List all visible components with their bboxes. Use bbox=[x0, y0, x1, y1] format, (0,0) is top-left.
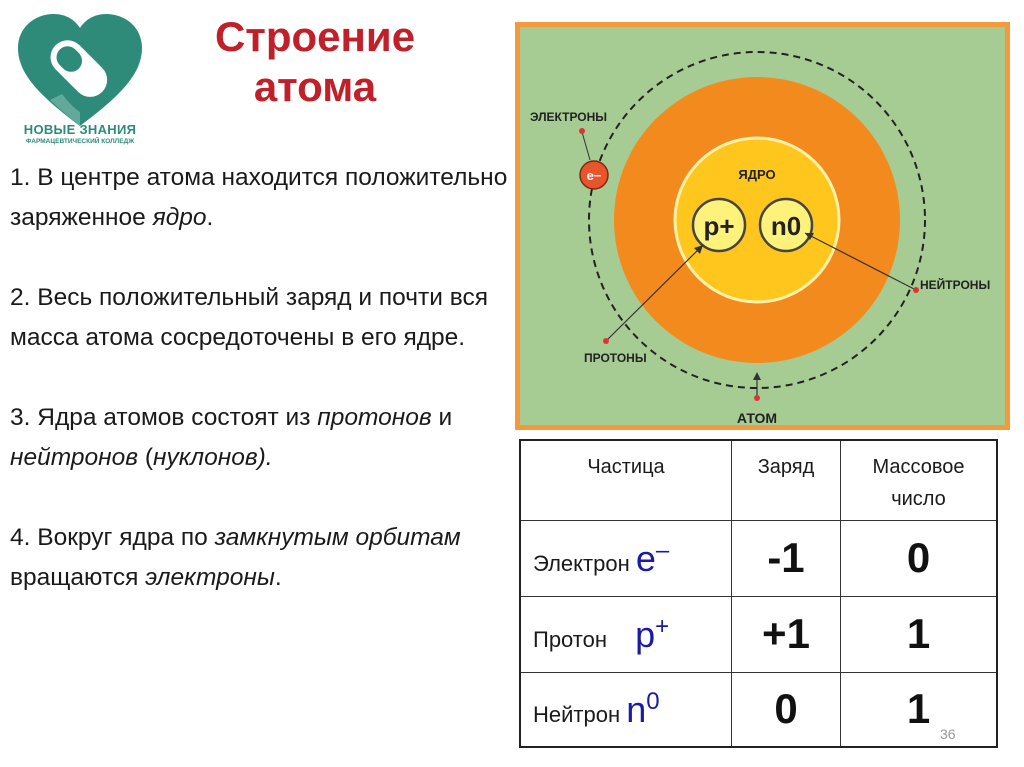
point-4 bbox=[10, 518, 510, 598]
table-row bbox=[520, 520, 997, 596]
point-2 bbox=[10, 278, 510, 358]
mass-cell: 0 bbox=[841, 520, 998, 596]
point-text: В центре атома находится положительно заряженное bbox=[10, 164, 508, 231]
point-emphasis: электроны bbox=[145, 564, 275, 591]
header-charge: Заряд bbox=[732, 440, 841, 520]
charge-cell: -1 bbox=[732, 520, 841, 596]
page-title bbox=[160, 12, 470, 112]
particle-name-cell bbox=[520, 520, 732, 596]
particle-symbol-sup: + bbox=[655, 612, 670, 640]
point-number: 3. bbox=[10, 404, 31, 431]
particle-name: Электрон bbox=[533, 550, 630, 576]
neutron-symbol: n0 bbox=[770, 211, 802, 241]
atom-arrowhead bbox=[753, 372, 761, 380]
proton-symbol: p+ bbox=[703, 211, 735, 241]
header-mass-number bbox=[841, 440, 998, 520]
atom-diagram-svg bbox=[520, 27, 1005, 425]
table-row bbox=[520, 672, 997, 747]
particle-name: Нейтрон bbox=[533, 701, 621, 727]
electrons-pointer-dot bbox=[579, 128, 585, 134]
charge-cell: 0 bbox=[732, 672, 841, 747]
electron-symbol: e− bbox=[586, 168, 602, 183]
header-particle: Частица bbox=[520, 440, 732, 520]
page-number: 36 bbox=[940, 726, 956, 742]
atom-diagram bbox=[515, 22, 1010, 430]
particle-symbol: $n^0$ bbox=[626, 687, 660, 730]
mass-cell: 1 bbox=[841, 672, 998, 747]
particle-symbol: p+ bbox=[635, 612, 670, 655]
point-3 bbox=[10, 398, 510, 478]
point-tail: . bbox=[274, 564, 282, 591]
electrons-pointer bbox=[582, 132, 590, 160]
nucleus-label: ЯДРО bbox=[738, 167, 776, 182]
particle-symbol: e– bbox=[635, 536, 670, 579]
point-tail: . bbox=[206, 204, 214, 231]
mass-cell: 1 bbox=[841, 596, 998, 672]
point-text: ( bbox=[138, 444, 153, 471]
body-text bbox=[10, 158, 510, 638]
header-mass-line-1: Массовое bbox=[872, 456, 965, 478]
electrons-label: ЭЛЕКТРОНЫ bbox=[530, 110, 608, 124]
header-mass-line-2: число bbox=[891, 488, 946, 510]
atom-pointer-dot bbox=[754, 395, 760, 401]
point-number: 2. bbox=[10, 284, 31, 311]
point-number: 1. bbox=[10, 164, 31, 191]
charge-cell: +1 bbox=[732, 596, 841, 672]
point-emphasis: ядро bbox=[152, 204, 207, 231]
point-emphasis: протонов bbox=[317, 404, 432, 431]
point-emphasis: нейтронов bbox=[10, 444, 139, 471]
neutrons-label: НЕЙТРОНЫ bbox=[920, 278, 991, 292]
particle-symbol-sup: 0 bbox=[646, 687, 660, 715]
point-emphasis: замкнутым орбитам bbox=[214, 524, 461, 551]
table-header-row bbox=[520, 440, 997, 520]
point-text: вращаются bbox=[10, 564, 146, 591]
logo-subtitle: ФАРМАЦЕВТИЧЕСКИЙ КОЛЛЕДЖ bbox=[25, 138, 135, 145]
point-text: Вокруг ядра по bbox=[30, 524, 215, 551]
particle-name: Протон bbox=[533, 626, 608, 652]
atom-label: АТОМ bbox=[736, 410, 778, 425]
particle-name-cell bbox=[520, 672, 732, 747]
atom-diagram-canvas bbox=[520, 27, 1005, 425]
particle-symbol-sup: – bbox=[655, 536, 670, 564]
particle-table bbox=[519, 439, 998, 748]
point-tail: ). bbox=[257, 444, 273, 471]
title-line-2: атома bbox=[253, 63, 377, 110]
point-number: 4. bbox=[10, 524, 31, 551]
point-text: и bbox=[431, 404, 453, 431]
point-text: Ядра атомов состоят из bbox=[30, 404, 318, 431]
table-row bbox=[520, 596, 997, 672]
point-1 bbox=[10, 158, 510, 238]
protons-pointer-dot bbox=[603, 338, 609, 344]
neutrons-pointer-dot bbox=[913, 287, 919, 293]
logo-name: НОВЫЕ ЗНАНИЯ bbox=[23, 122, 137, 137]
protons-label: ПРОТОНЫ bbox=[584, 351, 647, 365]
title-line-1: Строение bbox=[214, 13, 416, 60]
particle-name-cell bbox=[520, 596, 732, 672]
point-text: Весь положительный заряд и почти вся масса атома сосредоточены в его ядре. bbox=[10, 284, 488, 351]
point-emphasis: нуклонов bbox=[152, 444, 258, 471]
